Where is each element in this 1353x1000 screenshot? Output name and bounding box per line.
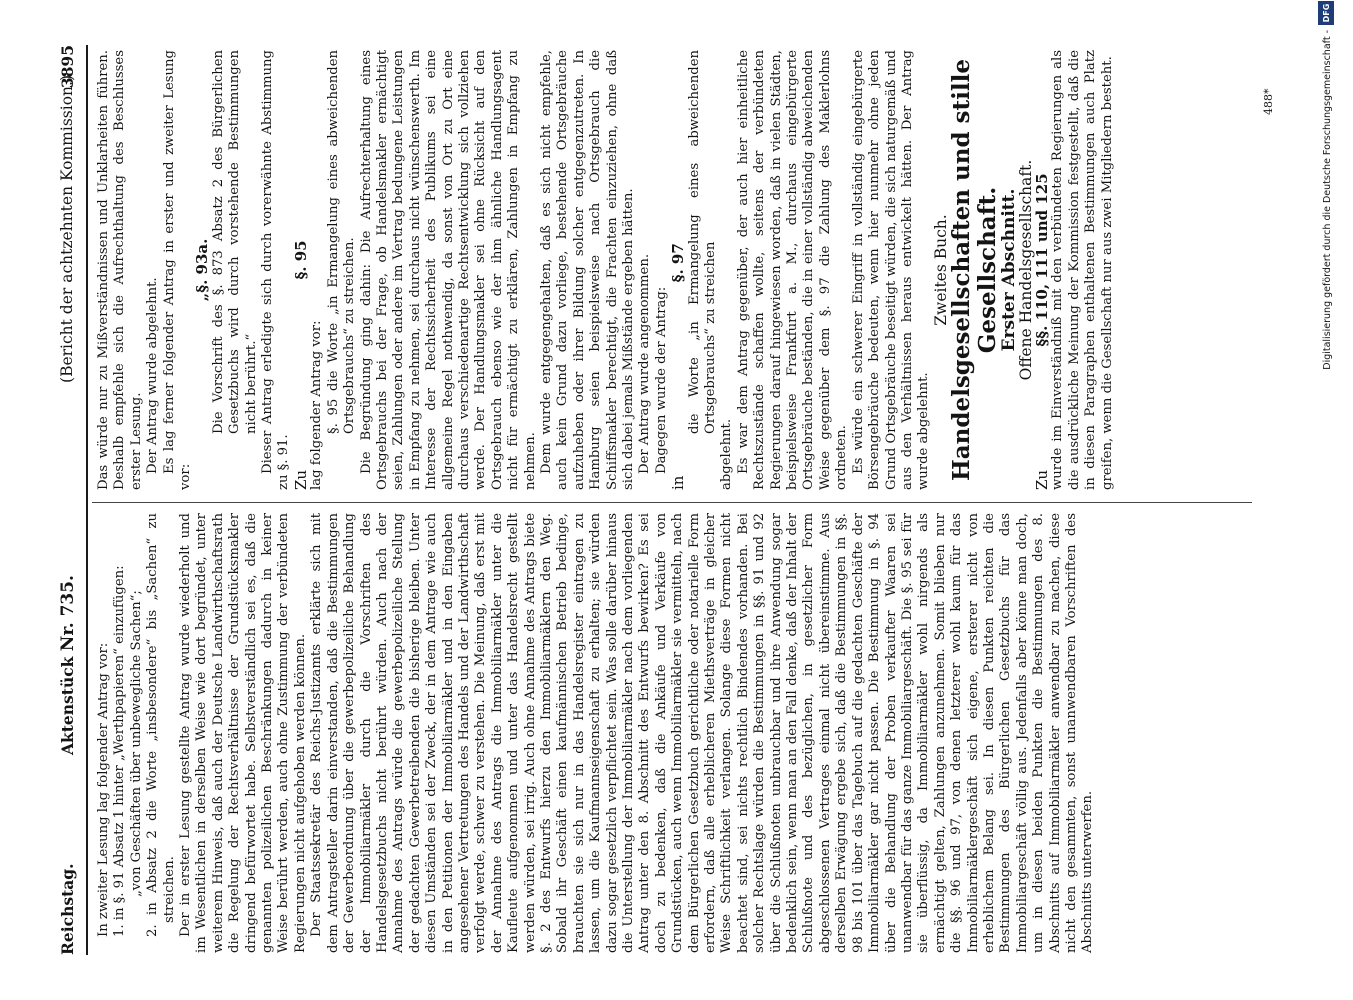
paragraph: Dieser Antrag erledigte sich durch vorerwähnte Abstimmung zu §. 91.: [260, 50, 292, 490]
left-column: [96, 513, 1097, 953]
header-left: Reichstag.: [58, 863, 77, 955]
paragraph: Der Staatssekretär des Reichs-Justizamts erklärte sich mit dem Antragsteller darin einverstanden, daß die Bestimmungen der Gewerbeordnung über die gewerbepolizeiliche Behandlung der Immobiliarmäkler durch die Vorschriften des Handelsgesetzbuchs nicht berührt würden. Auch nach der Annahme des Antrags würde die gewerbepolizeiliche Stellung der gedachten Gewerbetreibenden die bisherige bleiben. Unter diesen Umständen sei der Zweck, der in dem Antrage wie auch in den Petitionen der Immobiliarmäkler und in den Eingaben angesehener Vertretungen des Handels und der Landwirthschaft verfolgt werde, schwer zu verstehen. Die Meinung, daß erst mit der Annahme des Antrags die Immobiliarmäkler unter die Kaufleute aufgenommen und unter das Handelsrecht gestellt werden würden, sei irrig. Auch ohne Annahme des Antrags biete §. 2 des Entwurfs hierzu den Immobiliarmäklern den Weg. Sobald ihr Geschäft einen kaufmännischen Betrieb bedinge, brauchten sie sich nur in das Handelsregister eintragen zu lassen, um die Kaufmannseigenschaft zu erhalten; sie würden dazu sogar gesetzlich verpflichtet sein. Was solle darüber hinaus die Unterstellung der Immobiliarmäkler nach dem vorliegenden Antrag unter den 8. Abschnitt des Entwurfs bewirken? Es sei doch zu bedenken, daß die Ankäufe und Verkäufe von Grundstücken, auch wenn Immobiliarmäkler sie vermitteln, nach dem Bürgerlichen Gesetzbuch gerichtliche oder notarielle Form erfordern, daß alle erheblicheren Miethsverträge in gleicher Weise Schriftlichkeit verlangen. Solange diese Formen nicht beachtet sind, sei nichts rechtlich Bindendes vorhanden. Bei solcher Rechtslage würden die Bestimmungen in §§. 91 und 92 über die Schlußnoten unbrauchbar und ihre Anwendung sogar bedenklich sein, wenn man an den Fall denke, daß der Inhalt der Schlußnote und des bezüglichen, in gesetzlicher Form abgeschlossenen Vertrages einmal nicht übereinstimme. Aus derselben Erwägung ergebe sich, daß die Bestimmungen in §§. 98 bis 101 über das Tagebuch auf die gedachten Geschäfte der Immobiliarmäkler gar nicht passen. Die Bestimmung in §. 94 über die Behandlung der Proben verkaufter Waaren sei unanwendbar für das ganze Immobiliargeschäft. Die §. 95 sei für sie überflüssig, da Immobiliarmäkler wohl nirgends als ermächtigt gelten, Zahlungen anzunehmen. Somit blieben nur die §§. 96 und 97, von denen letzterer wohl kaum für das Immobiliarmäklergeschäft sich eigene, ersterer nicht von erheblichem Belang sei. In diesen Punkten reichten die Bestimmungen des Bürgerlichen Gesetzbuchs für das Immobiliargeschäft völlig aus. Jedenfalls aber könne man doch, um in diesen beiden Punkten die Bestimmungen des 8. Abschnitts auf Immobiliarmäkler anwendbar zu machen, diese nicht den gesammten, sonst unanwendbaren Vorschriften des Abschnitts unterwerfen.: [309, 513, 1096, 953]
right-column: [96, 50, 1116, 490]
paragraph: Es war dem Antrag gegenüber, der auch hier einheitliche Rechtszustände schaffen wollte, seitens der verbündeten Regierungen darauf hingewiesen worden, daß in vielen Städten, beispielsweise Frankfurt a. M., durchaus eingebürgerte Ortsgebräuche beständen, die in einer vollständig abweichenden Weise gegenüber dem §. 97 die Zahlung des Maklerlohns ordneten.: [735, 50, 850, 490]
paragraph: In zweiter Lesung lag folgender Antrag vor:: [96, 642, 111, 937]
paragraph: Dagegen wurde der Antrag:: [653, 286, 669, 474]
paragraph: Der in erster Lesung gestellte Antrag wurde wiederholt und im Wesentlichen in derselben Weise wie dort begründet, unter weiterem Hinweis, daß auch der Deutsche Landwirthschaftsrath die Regelung der Rechtsverhältnisse der Grundstücksmakler dringend befürwortet habe. Selbstverständlich sei es, daß die genannten polizeilichen Beschränkungen dadurch in keiner Weise berührt werden, auch ohne Zustimmung der verbündeten Regierungen nicht aufgehoben werden können.: [178, 513, 308, 953]
book-heading: Zweites Buch.: [931, 214, 950, 326]
digitization-note: Digitalisierung gefördert durch die Deutsche Forschungsgemeinschaft -: [1322, 30, 1333, 370]
quoted-motion: §. 95 die Worte „in Ermangelung eines abweichenden Ortsgebrauchs“ zu streichen.: [325, 50, 358, 434]
book-title-line-1: Handelsgesellschaften und stille: [948, 59, 976, 481]
paragraph: Der Antrag wurde angenommen.: [637, 253, 653, 474]
quoted-provision: Die Vorschrift des §. 873 Absatz 2 des Bürgerlichen Gesetzbuchs wird durch vorstehende Bestimmungen nicht berührt.“: [210, 50, 259, 434]
header-aktenstueck-number: Nr. 735.: [58, 575, 78, 652]
dfg-logo: DFG: [1318, 1, 1334, 25]
paragraph: Das würde nur zu Mißverständnissen und Unklarheiten führen. Deshalb empfehle sich die Aufrechthaltung des Beschlusses erster Lesung.: [96, 50, 144, 490]
column-divider: [92, 502, 1252, 503]
section-division-subtitle: Offene Handelsgesellschaft.: [1016, 159, 1035, 381]
in-label: in: [669, 475, 688, 490]
header-aktenstueck: Aktenstück: [58, 656, 77, 755]
header-commission: (Bericht der achtzehnten Kommission.): [58, 75, 76, 383]
quoted-motion: die Worte „in Ermangelung eines abweichenden Ortsgebrauchs“ zu streichen: [686, 50, 719, 434]
paragraph: wurde im Einverständniß mit den verbündeten Regierungen als die ausdrückliche Meinung der Kommission festgestellt, daß die in diesen Paragraphen enthaltenen Bestimmungen auch Platz greifen, wenn die Gesellschaft nur aus zwei Mitgliedern besteht.: [1050, 50, 1115, 490]
section-division-heading: Erster Abschnitt.: [999, 188, 1020, 352]
page-number: 3895: [58, 45, 77, 89]
paragraph: lag folgender Antrag vor:: [309, 320, 325, 490]
sheet-signature: 488*: [1262, 88, 1275, 115]
section-heading-93a: „§. 93a.: [193, 238, 212, 302]
section-heading-95: [293, 50, 309, 490]
header-center: [58, 575, 78, 755]
section-heading-97: [670, 50, 686, 490]
page-header: [58, 45, 84, 955]
section-heading-110: [1034, 50, 1050, 490]
paragraph: Es würde ein schwerer Eingriff in vollständig eingebürgerte Börsengebräuche bedeuten, wenn hier nunmehr ohne jeden Grund Ortsgebräuche beseitigt würden, die sich naturgemäß und aus den Verhältnissen heraus entwickelt hätten. Der Antrag wurde abgelehnt.: [850, 50, 932, 490]
list-item: 1. in §. 91 Absatz 1 hinter „Werthpapieren“ einzufügen:: [112, 565, 128, 937]
paragraph: Der Antrag wurde abgelehnt.: [145, 277, 161, 474]
book-title-line-2: Gesellschaft.: [974, 186, 1002, 354]
paragraph: abgelehnt.: [719, 418, 735, 490]
header-rule: [86, 45, 88, 955]
section-number: §§. 110, 111 und 125: [1032, 173, 1051, 347]
header-right: [58, 75, 76, 383]
zu-label: Zu: [291, 469, 310, 490]
paragraph: Es lag ferner folgender Antrag in erster und zweiter Lesung vor:: [161, 50, 194, 490]
section-number: §. 97: [669, 243, 688, 283]
paragraph: Dem wurde entgegengehalten, daß es sich nicht empfehle, auch kein Grund dazu vorliege, bestehende Ortsgebräuche aufzuheben oder ihrer Bildung solcher entgegenzutreten. In Hamburg seien beispielsweise nach Ortsgebrauch die Schiffsmakler berechtigt, die Frachten einzuziehen, ohne daß sich dabei jemals Mißstände ergeben hätten.: [538, 50, 636, 490]
section-number: §. 95: [291, 240, 310, 280]
list-item: 2. in Absatz 2 die Worte „insbesondere“ bis „Sachen“ zu streichen.: [145, 513, 177, 937]
quoted-insertion: „von Geschäften über unbewegliche Sachen“;: [128, 590, 144, 897]
zu-label: Zu: [1032, 469, 1051, 490]
paragraph: Die Begründung ging dahin: Die Aufrechterhaltung eines Ortsgebrauchs bei der Frage, ob Handelsmakler ermächtigt seien, Zahlungen oder andere im Vertrag bedungene Leistungen in Empfang zu nehmen, sei durchaus nicht wünschenswerth. Im Interesse der Rechtssicherheit des Publikums sei eine allgemeine Regel nothwendig, da sonst von Ort zu Ort eine durchaus verschiedenartige Rechtsentwicklung sich vollziehen werde. Der Handlungsmakler sei ohne Rücksicht auf den Ortsgebrauch ebenso wie der ihm ähnliche Handlungsagent nicht für ermächtigt zu erklären, Zahlungen in Empfang zu nehmen.: [358, 50, 538, 490]
